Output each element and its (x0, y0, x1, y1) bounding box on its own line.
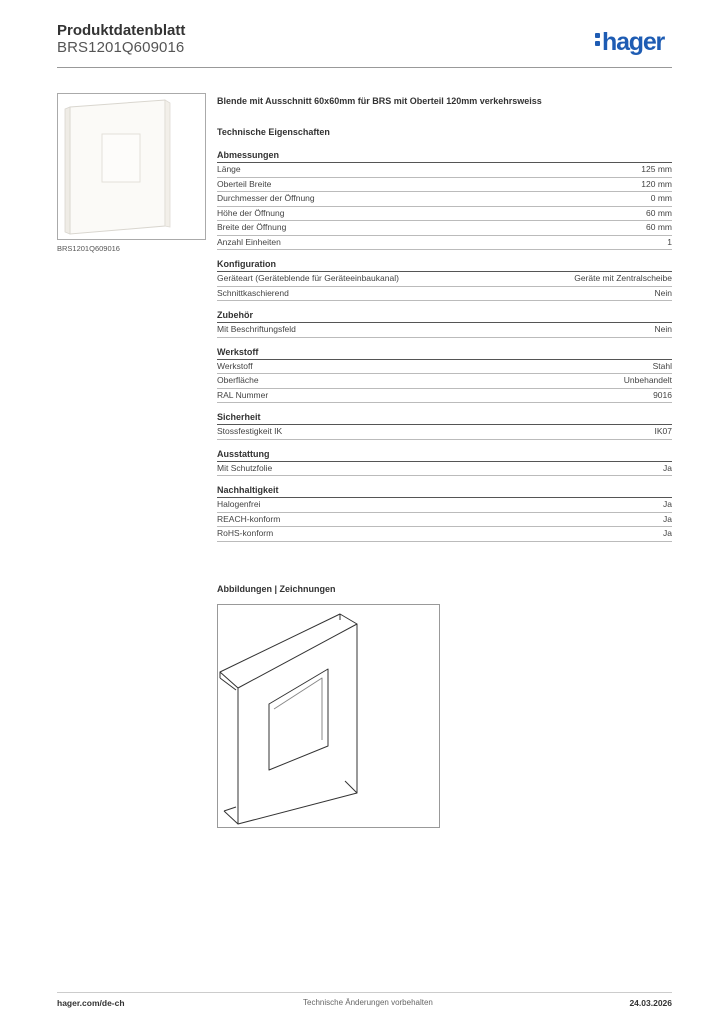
figures-heading: Abbildungen | Zeichnungen (217, 584, 336, 594)
spec-row (217, 287, 672, 302)
spec-row (217, 221, 672, 236)
spec-group (217, 449, 672, 477)
spec-row (217, 272, 672, 287)
spec-label: Geräteart (Geräteblende für Geräteeinbaukanal) (217, 273, 399, 283)
spec-group-heading: Konfiguration (217, 259, 672, 272)
spec-label: RAL Nummer (217, 389, 269, 400)
product-description: Blende mit Ausschnitt 60x60mm für BRS mit Oberteil 120mm verkehrsweiss (217, 96, 542, 106)
product-thumbnail-image (58, 94, 205, 239)
spec-label: Breite der Öffnung (217, 222, 287, 232)
thumbnail-caption: BRS1201Q609016 (57, 244, 120, 253)
spec-group-heading: Zubehör (217, 310, 672, 323)
spec-value: Ja (663, 462, 672, 473)
spec-group-heading: Ausstattung (217, 449, 672, 462)
spec-value: 9016 (653, 389, 672, 400)
spec-label: Durchmesser der Öffnung (217, 193, 315, 203)
spec-value: Geräte mit Zentralscheibe (574, 273, 672, 283)
spec-group (217, 485, 672, 542)
spec-value: 0 mm (650, 193, 672, 203)
spec-row (217, 192, 672, 207)
spec-value: Ja (663, 499, 672, 509)
product-drawing (217, 604, 440, 828)
spec-row (217, 360, 672, 375)
product-specs (217, 96, 672, 542)
spec-group (217, 259, 672, 301)
spec-group-heading: Abmessungen (217, 150, 672, 163)
spec-row (217, 498, 672, 513)
spec-value: 1 (667, 236, 672, 247)
spec-value: IK07 (654, 426, 672, 436)
spec-group (217, 412, 672, 440)
product-drawing-image (218, 605, 439, 827)
spec-value: 60 mm (646, 222, 672, 232)
spec-value: Nein (654, 287, 672, 298)
footer-date: 24.03.2026 (629, 998, 672, 1008)
spec-value: Unbehandelt (623, 375, 672, 385)
spec-group (217, 150, 672, 250)
spec-row (217, 513, 672, 528)
logo-dots-icon (594, 28, 601, 48)
spec-label: Stossfestigkeit IK (217, 426, 283, 436)
spec-label: Oberteil Breite (217, 178, 272, 189)
footer-divider (57, 992, 672, 993)
footer-note: Technische Änderungen vorbehalten (303, 998, 433, 1007)
spec-value: 125 mm (641, 164, 672, 174)
spec-row (217, 527, 672, 542)
product-thumbnail (57, 93, 206, 240)
spec-value: 120 mm (641, 178, 672, 189)
spec-row (217, 389, 672, 404)
spec-label: Mit Beschriftungsfeld (217, 324, 296, 334)
spec-label: Oberfläche (217, 375, 259, 385)
spec-row (217, 425, 672, 440)
spec-row (217, 207, 672, 222)
spec-label: Werkstoff (217, 360, 253, 371)
spec-row (217, 236, 672, 251)
spec-value: 60 mm (646, 207, 672, 218)
spec-row (217, 178, 672, 193)
spec-row (217, 462, 672, 477)
spec-value: Ja (663, 528, 672, 538)
spec-row (217, 323, 672, 338)
spec-value: Stahl (652, 360, 672, 371)
header-divider (57, 67, 672, 68)
article-number: BRS1201Q609016 (57, 39, 185, 56)
footer-website[interactable]: hager.com/de-ch (57, 998, 125, 1008)
spec-group (217, 347, 672, 404)
spec-label: RoHS-konform (217, 528, 274, 538)
spec-groups (217, 150, 672, 542)
spec-group-heading: Sicherheit (217, 412, 672, 425)
spec-label: Schnittkaschierend (217, 287, 289, 298)
spec-label: Halogenfrei (217, 499, 261, 509)
spec-group-heading: Werkstoff (217, 347, 672, 360)
hager-logo (594, 28, 664, 56)
spec-label: Länge (217, 164, 241, 174)
spec-row (217, 374, 672, 389)
logo-text: hager (602, 28, 665, 56)
spec-value: Ja (663, 513, 672, 524)
spec-value: Nein (654, 324, 672, 334)
page-title: Produktdatenblatt (57, 22, 186, 39)
spec-row (217, 163, 672, 178)
technical-properties-heading: Technische Eigenschaften (217, 127, 330, 137)
spec-label: Anzahl Einheiten (217, 236, 281, 247)
spec-label: Höhe der Öffnung (217, 207, 285, 218)
spec-group (217, 310, 672, 338)
spec-label: REACH-konform (217, 513, 281, 524)
spec-label: Mit Schutzfolie (217, 462, 273, 473)
spec-group-heading: Nachhaltigkeit (217, 485, 672, 498)
